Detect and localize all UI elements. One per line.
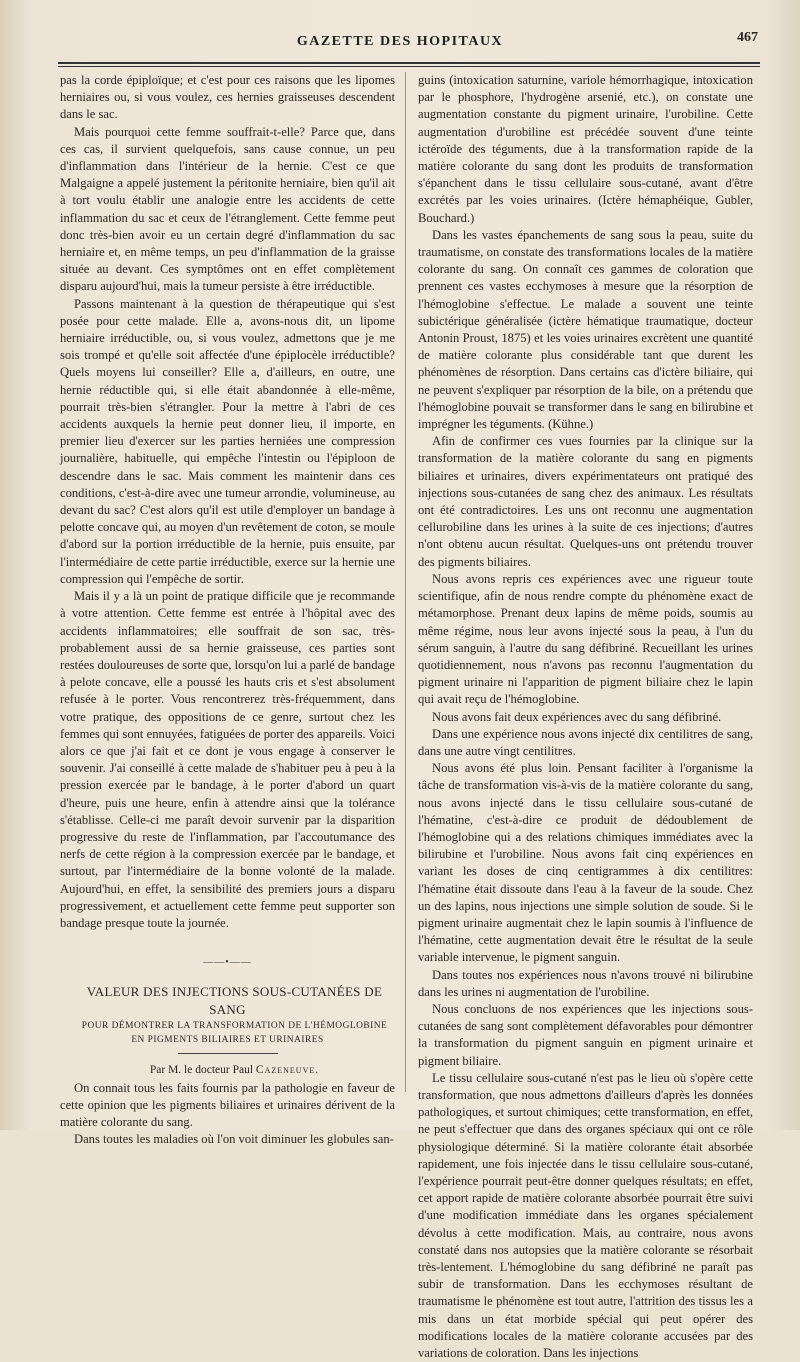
byline (60, 1062, 395, 1079)
masthead (0, 30, 800, 54)
paragraph: Afin de confirmer ces vues fournies par la clinique sur la transformation de la matière colorante du sang en pigments biliaires et urinaires, divers expérimentateurs ont pratiqué des injections sous-cutanées de sang chez des animaux. Les résultats ont été contradictoires. Les uns ont reconnu une augmentation cellurobiline dans les urines à la suite de ces injections; d'autres n'ont obtenu aucun résultat. Quelques-uns ont prétendu trouver des pigments biliaires. (418, 434, 753, 569)
paragraph: Nous avons été plus loin. Pensant faciliter à l'organisme la tâche de transformation vis-à-vis de la matière colorante du sang, nous avons injecté dans le tissu cellulaire sous-cutané de l'hématine, c'est-à-dire ce produit de dédoublement de l'hémoglobine qui a des relations chimiques immédiates avec la bilirubine et l'urobiline. Nous avons fait cinq expériences en variant les doses de cinq centigrammes à dix centilitres: l'hématine était dissoute dans l'eau à la faveur de la soude. Chez un des lapins, nous injections une simple solution de soude. Si le pigment urinaire augmentait chez le lapin soumis à l'influence de l'hématine, cette augmentation devait être le résultat de la seule variable intervenue, le pigment sanguin. (418, 761, 753, 965)
column-divider (405, 72, 406, 1092)
left-column (60, 72, 395, 1148)
article-subtitle: POUR DÉMONTRER LA TRANSFORMATION DE L'HÉMOGLOBINE EN PIGMENTS BILIAIRES ET URINAIRES (81, 1021, 388, 1046)
paragraph: Nous avons repris ces expériences avec une rigueur toute scientifique, afin de nous rendre compte du phénomène exact de métamorphose. Prenant deux lapins de même poids, soumis au même régime, nous leur avons injecté sous la peau, à l'un du sérum sanguin, à l'autre du sang défibriné. Recueillant les urines quotidiennement, nous n'avons pas reconnu l'augmentation du pigment urinaire ni l'apparition de pigment biliaire chez le lapin qui avait reçu de l'hémoglobine. (418, 571, 753, 707)
paragraph: Passons maintenant à la question de thérapeutique qui s'est posée pour cette malade. Elle a, avons-nous dit, un lipome herniaire irréductible, ou, si vous voulez, admettons que je me sois trompé et qu'elle soit affectée d'une épiplocèle irréductible? Quels moyens lui conseiller? Elle a, d'ailleurs, en outre, une hernie réductible qui, si elle était abandonnée à elle-même, pourrait très-bien s'étrangler. Pour la mettre à l'abri de ces accidents auxquels la hernie peut donner lieu, il importe, en premier lieu d'exercer sur les parties herniées une compression journalière, habituelle, qui empêche l'intestin ou l'épiploon de descendre dans le sac. Mais comment les maintenir dans ces conditions, c'est-à-dire avec une tumeur arrondie, volumineuse, au devant du sac? C'est alors qu'il est utile d'employer un bandage à pelotte concave qui, au moyen d'un revêtement de coton, se moule d'abord sur la portion irréductible de la hernie, puis ensuite, par l'intermédiaire de cette partie irréductible, exerce sur la hernie une compression qui l'empêche de sortir. (60, 296, 395, 586)
paragraph: guins (intoxication saturnine, variole hémorrhagique, intoxication par le phosphore, l'hydrogène arsenié, etc.), on constate une augmentation constante du pigment urinaire, l'urobiline. Cette augmentation d'urobiline est précédée souvent d'une teinte ictéroïde des téguments, due à la transformation rapide de la matière colorante du sang dont les produits de transformation s'épanchent dans le tissu cellulaire sous-cutané, avant d'être excrétés par les voies urinaires. (Ictère hémaphéique, Gubler, Bouchard.) (418, 73, 753, 225)
paragraph: Mais il y a là un point de pratique difficile que je recommande à votre attention. Cette femme est entrée à l'hôpital avec des accidents inflammatoires; elle souffrait de son sac, très-probablement aussi de sa hernie graisseuse, ces parties sont restées douloureuses de sorte que, lorsqu'on lui a parlé de bandage à pelote concave, elle a poussé les hauts cris et s'est absolument refusée à le porter. Vous rencontrerez très-fréquemment, dans votre pratique, des oppositions de ce genre, surtout chez les femmes qui sont ennuyées, fatiguées de porter des appareils. Voici alors ce que j'ai fait et ce dont je vous engage à conserver le souvenir. J'ai conseillé à cette malade de s'habituer peu à peu à la pression exercée par le bandage, à le porter d'abord un quart d'heure, puis une heure, enfin à attendre ainsi que la tolérance s'établisse. Celle-ci me paraît devoir survenir par la disparition progressive du reste de l'inflammation, par l'accoutumance des nerfs de cette région à la compression exercée par le bandage, et surtout, par l'intermédiaire de la bonne volonté de la malade. Aujourd'hui, en effet, la sensibilité des premiers jours a disparu progressivement, et actuellement cette femme peut supporter son bandage presque toute la journée. (60, 589, 395, 930)
author-name: Cazeneuve. (255, 1064, 320, 1077)
article-separator: ——•—— (203, 957, 252, 969)
paragraph: Le tissu cellulaire sous-cutané n'est pas le lieu où s'opère cette transformation, que nous admettons d'ailleurs d'après les données pathologiques, et surtout chimiques; cette transformation, en effet, ne peut s'effectuer que dans des organes spéciaux qui ont ce rôle physiologique déterminé. Si la matière colorante était absorbée rapidement, une fois injectée dans le tissu cellulaire sous-cutané, l'expérience pourrait peut-être donner quelques résultats; en effet, cet apport rapide de matière colorante absorbée pourrait être suivi d'une modification immédiate dans les organes spécialement dévolus à cette modification. Mais, au contraire, nous avons constaté dans nos autopsies que la matière colorante se résorbait très-lentement. L'hémoglobine du sang défibriné ne paraît pas subir de transformation. Dans les ecchymoses résultant de traumatisme le phénomène est tout autre, l'attrition des tissus les a mis dans un état morbide spécial qui peut opérer des modifications locales de la matière colorante accusées par des variations de coloration. Dans les injections (418, 1070, 753, 1361)
paragraph: Nous avons fait deux expériences avec du sang défibriné. (432, 709, 722, 724)
page-number: 467 (737, 30, 758, 45)
article-title: VALEUR DES INJECTIONS SOUS-CUTANÉES DE SANG (86, 984, 383, 1018)
journal-title: GAZETTE DES HOPITAUX (296, 34, 504, 49)
paragraph: Mais pourquoi cette femme souffrait-t-elle? Parce que, dans ces cas, il survient quelquefois, sans cause connue, un peu d'inflammation dans l'intérieur de la hernie. C'est ce que Malgaigne a appelé justement la péritonite herniaire, bien qu'il ait à tort voulu établir une analogie entre les accidents de cette inflammation du sac et ceux de l'étranglement. Cette femme peut donc très-bien avoir eu un certain degré d'inflammation du sac herniaire et, en même temps, un peu d'inflammation de la graisse située au devant. Ces symptômes ont en effet complètement disparu aujourd'hui, mais la tumeur persiste à être irréductible. (60, 124, 395, 294)
paragraph: Dans une expérience nous avons injecté dix centilitres de sang, dans une autre vingt centilitres. (418, 726, 753, 758)
byline-prefix: Par M. le docteur Paul (149, 1064, 254, 1077)
title-rule (178, 1053, 278, 1054)
paragraph: Dans les vastes épanchements de sang sous la peau, suite du traumatisme, on constate des transformations locales de la matière colorante du sang. On connaît ces gammes de coloration que prennent ces vastes ecchymoses à mesure que la résorption de l'hémoglobine s'effectue. Le malade a souvent une teinte subictérique généralisée (ictère hématique traumatique, docteur Antonin Proust, 1875) et les voies urinaires excrètent une quantité de matière colorante plus considérable tant que durent les phénomènes de résorption. Dans certains cas d'ictère biliaire, qui ne peuvent s'expliquer par résorption de la bile, on a prétendu que l'hémoglobine pouvait se transformer dans le sang en bilirubine et imprégner les téguments. (Kühne.) (418, 227, 753, 432)
paragraph: Nous concluons de nos expériences que les injections sous-cutanées de sang sont complètement défavorables pour démontrer la transformation du pigment sanguin en pigment urinaire et pigment biliaire. (418, 1001, 753, 1068)
paragraph: pas la corde épiploïque; et c'est pour ces raisons que les lipomes herniaires ou, si vous voulez, ces hernies graisseuses descendent dans le sac. (60, 73, 395, 122)
paragraph: Dans toutes les maladies où l'on voit diminuer les globules san- (74, 1132, 394, 1147)
right-column (418, 72, 753, 1362)
paragraph: Dans toutes nos expériences nous n'avons trouvé ni bilirubine dans les urines ni augmentation de l'urobiline. (418, 967, 753, 999)
header-rule (58, 62, 760, 64)
header-rule-thin (58, 66, 760, 67)
paragraph: On connait tous les faits fournis par la pathologie en faveur de cette opinion que les pigments biliaires et urinaires dérivent de la matière colorante du sang. (60, 1080, 395, 1129)
